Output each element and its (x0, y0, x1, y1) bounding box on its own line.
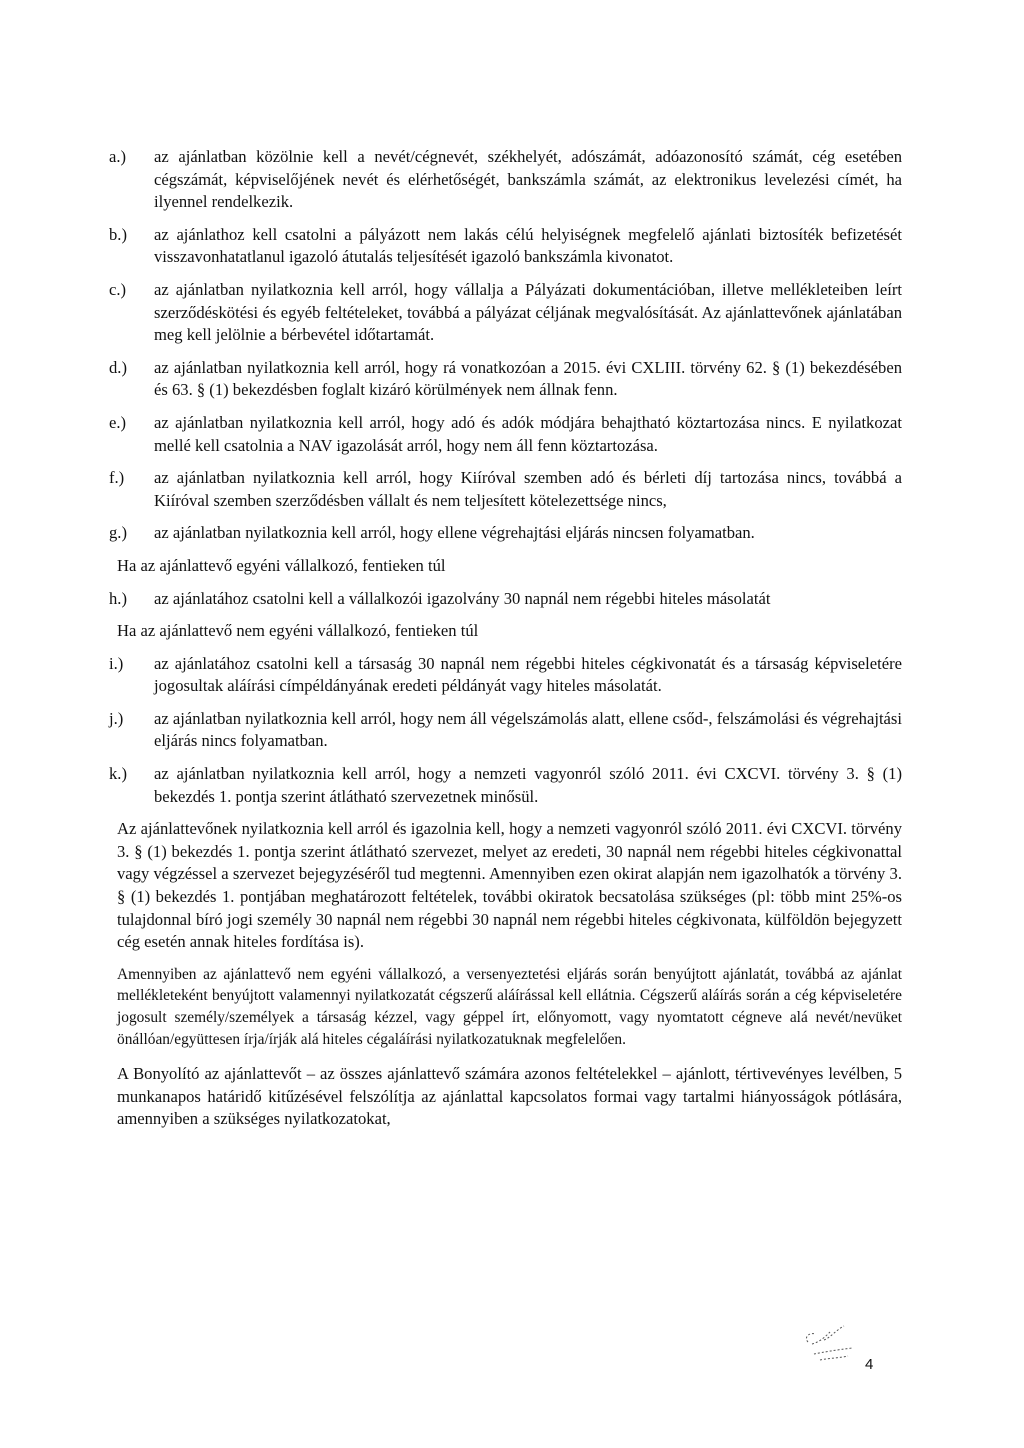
item-text: az ajánlathoz kell csatolni a pályázott nem lakás célú helyiségnek megfelelő ajánlati biztosíték befizetését visszavonhatatlanul igazoló átutalás teljesítését igazoló bankszámla kivonatot. (154, 224, 902, 267)
item-text: az ajánlatban nyilatkoznia kell arról, hogy vállalja a Pályázati dokumentációban, illetve mellékleteiben leírt szerződéskötési és egyéb feltételeket, továbbá a pályázat céljának megvalósítását. Az ajánlattevőnek ajánlatában meg kell jelölnie a bérbevétel időtartamát. (154, 279, 902, 345)
list-item-d (109, 357, 902, 402)
item-text: az ajánlatban nyilatkoznia kell arról, hogy a nemzeti vagyonról szóló 2011. évi CXCVI. törvény 3. § (1) bekezdés 1. pontja szerint átlátható szervezetnek minősül. (154, 764, 902, 806)
list-item-a (109, 146, 902, 214)
list-item-c (109, 279, 902, 347)
item-text: az ajánlatban közölnie kell a nevét/cégnevét, székhelyét, adószámát, adóazonosító számát, cég esetében cégszámát, képviselőjének nevét és elérhetőségét, bankszámla számát, az elektronikus levelezési címét, ha ilyennel rendelkezik. (154, 147, 902, 212)
item-label: e.) (109, 412, 127, 432)
item-text: az ajánlatához csatolni kell a társaság 30 napnál nem régebbi hiteles cégkivonatát és a társaság képviseletére jogosultak aláírási címpéldányának eredeti példányát vagy hiteles másolatát. (154, 653, 902, 696)
item-text: az ajánlatához csatolni kell a vállalkozói igazolvány 30 napnál nem régebbi hiteles másolatát (154, 588, 771, 608)
item-label: h.) (109, 588, 127, 608)
item-label: f.) (109, 468, 125, 488)
item-label: g.) (109, 523, 127, 543)
item-text: az ajánlatban nyilatkoznia kell arról, hogy ellene végrehajtási eljárás nincsen folyamatban. (154, 523, 755, 543)
item-label: c.) (109, 279, 127, 299)
item-label: d.) (109, 357, 127, 377)
list-item-b (109, 224, 902, 269)
item-text: az ajánlatban nyilatkoznia kell arról, hogy Kiíróval szemben adó és bérleti díj tartozása nincs, továbbá a Kiíróval szemben szerződésben vállalt és nem teljesített kötelezettsége nincs, (154, 468, 902, 510)
list-item-g (109, 522, 902, 545)
document-body (109, 146, 902, 1141)
list-item-i (109, 653, 902, 698)
list-item-h (109, 588, 902, 611)
list-item-k (109, 763, 902, 808)
page-number: 4 (865, 1356, 874, 1373)
item-label: a.) (109, 147, 127, 166)
item-text: az ajánlatban nyilatkoznia kell arról, hogy rá vonatkozóan a 2015. évi CXLIII. törvény 62. § (1) bekezdésében és 63. § (1) bekezdésben foglalt kizáró körülmények nem állnak fenn. (154, 357, 902, 400)
intro-non-sole-trader: Ha az ajánlattevő nem egyéni vállalkozó, fentieken túl (117, 621, 479, 641)
initials-signature-icon (800, 1320, 860, 1365)
intro-sole-trader: Ha az ajánlattevő egyéni vállalkozó, fentieken túl (117, 555, 446, 575)
list-item-f (109, 467, 902, 512)
item-text: az ajánlatban nyilatkoznia kell arról, hogy adó és adók módjára behajtható köztartozása nincs. E nyilatkozat mellé kell csatolnia a NAV igazolását arról, hogy nem áll fenn köztartozása. (154, 412, 902, 455)
item-label: i.) (109, 653, 124, 673)
item-text: az ajánlatban nyilatkoznia kell arról, hogy nem áll végelszámolás alatt, ellene csőd-, felszámolási és végrehajtási eljárás nincs folyamatban. (154, 708, 902, 751)
paragraph-bonyolito: A Bonyolító az ajánlattevőt – az összes ajánlattevő számára azonos feltételekkel – ajánlott, tértivevényes levélben, 5 munkanapos határidő kitűzésével felszólítja az ajánlattal kapcsolatos formai vagy tartalmi hiányosságok pótlására, amennyiben a szükséges nyilatkozatokat, (117, 1064, 902, 1129)
paragraph-transparency: Az ajánlattevőnek nyilatkoznia kell arról és igazolnia kell, hogy a nemzeti vagyonról szóló 2011. évi CXCVI. törvény 3. § (1) bekezdés 1. pontja szerint átlátható szervezet, melyet az eredeti, 30 napnál nem régebbi hiteles cégkivonattal vagy végzéssel a szervezet bejegyzéséről tud megtenni. Amennyiben ezen okirat alapján nem igazolhatók a törvény 3. § (1) bekezdés 1. pontjában meghatározott feltételek, további okiratok becsatolása szükséges (pl: több mint 25%-os tulajdonnal bíró jogi személy 30 napnál nem régebbi 30 napnál nem régebbi hiteles cégkivonata, külföldön bejegyzett cég esetén annak hiteles fordítása is). (117, 819, 902, 952)
item-label: j.) (109, 708, 124, 728)
item-label: k.) (109, 764, 127, 784)
list-item-j (109, 708, 902, 753)
paragraph-signature: Amennyiben az ajánlattevő nem egyéni vállalkozó, a versenyeztetési eljárás során benyújtott ajánlatát, továbbá az ajánlat mellékleteként benyújtott valamennyi nyilatkozatát cégszerű aláírással kell ellátnia. Cégszerű aláírás során a cég képviseletére jogosult személy/személyek a társaság kézzel, vagy géppel írt, előnyomott, vagy nyomtatott cégneve alá nevét/nevüket önállóan/együttesen írja/írják alá hiteles cégaláírási nyilatkozatuknak megfelelően. (117, 965, 902, 1048)
list-item-e (109, 412, 902, 457)
item-label: b.) (109, 224, 127, 244)
